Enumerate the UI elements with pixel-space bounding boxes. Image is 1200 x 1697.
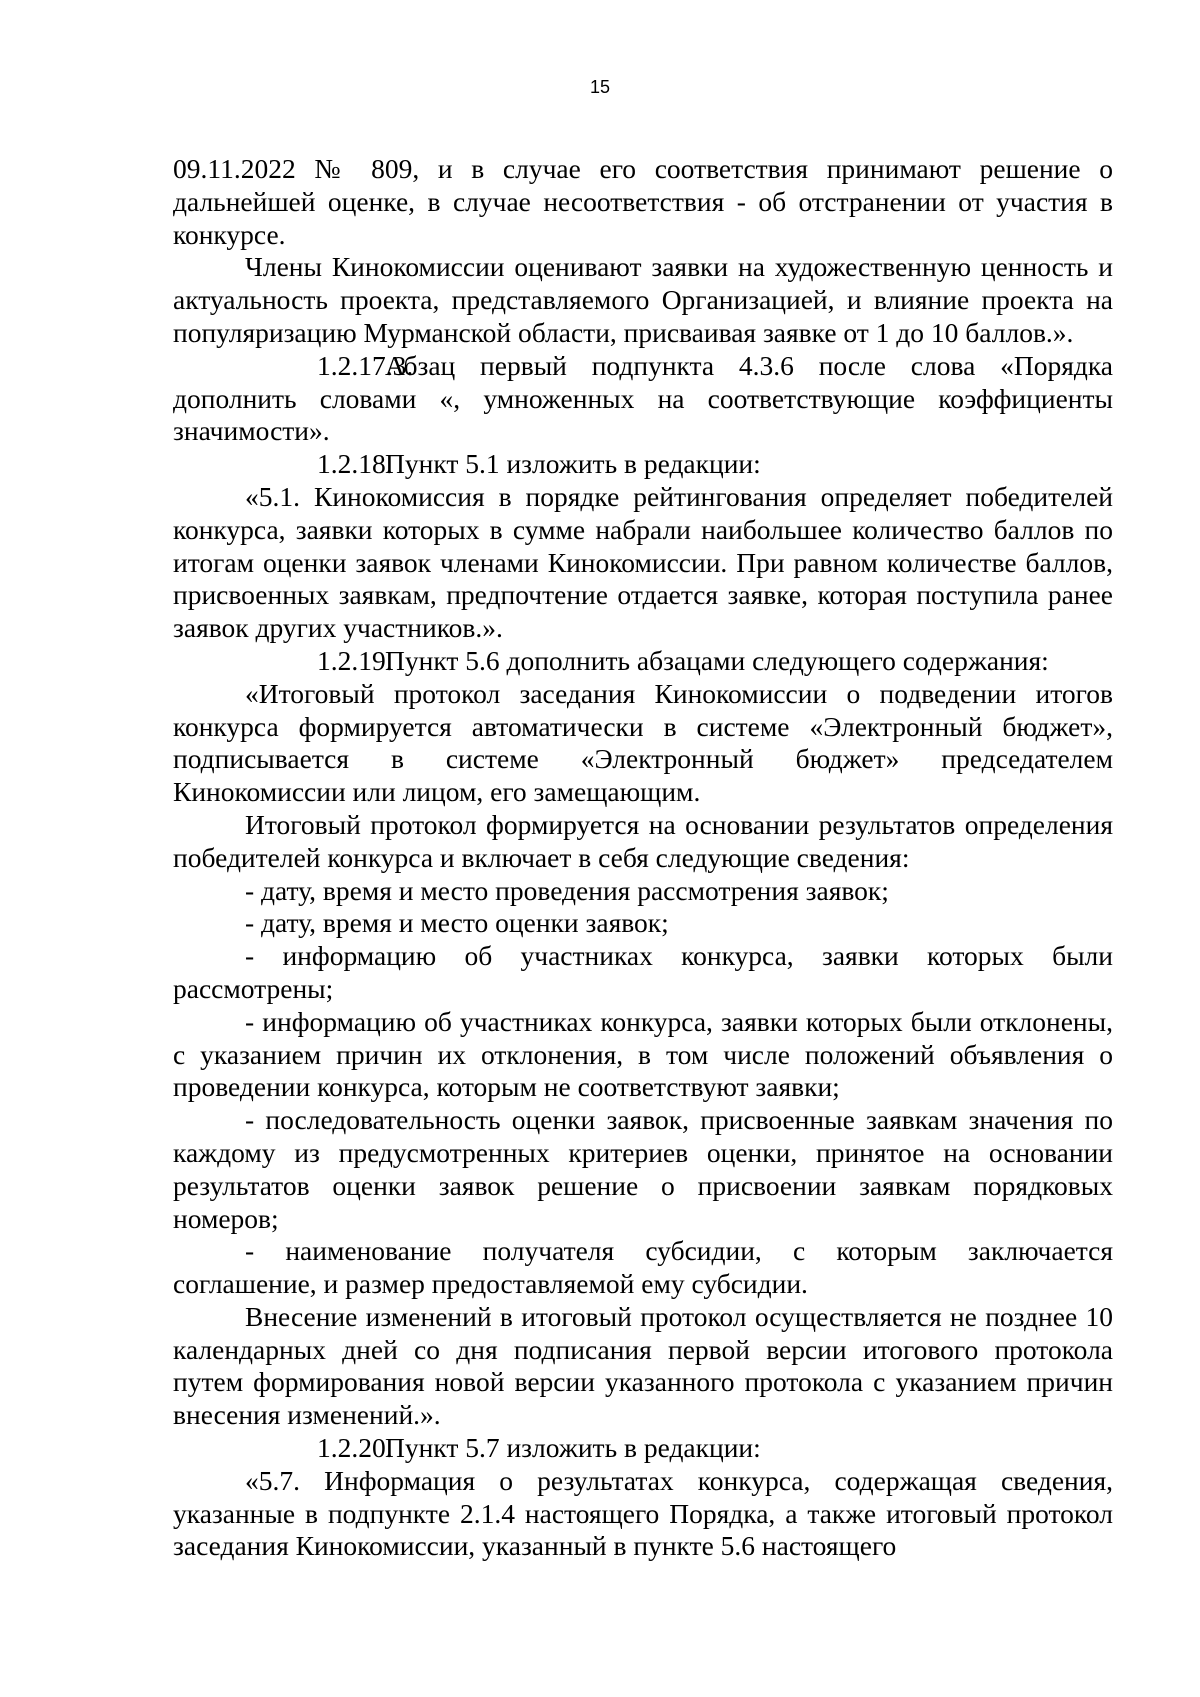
paragraph: Члены Кинокомиссии оценивают заявки на художественную ценность и актуальность проекта, представляемого Организацией, и влияние проекта на популяризацию Мурманской области, присваивая заявке от 1 до 10 баллов.». — [173, 251, 1113, 348]
numbered-paragraph — [173, 1432, 1113, 1465]
list-item: - информацию об участниках конкурса, заявки которых были отклонены, с указанием причин их отклонения, в том числе положений объявления о проведении конкурса, которым не соответствуют заявки; — [173, 1005, 1113, 1103]
list-item: - информацию об участниках конкурса, заявки которых были рассмотрены; — [173, 940, 1113, 1004]
paragraph-text: Пункт 5.7 изложить в редакции: — [385, 1432, 761, 1464]
list-item: - последовательность оценки заявок, присвоенные заявкам значения по каждому из предусмотренных критериев оценки, принятое на основании результатов оценки заявок решение о присвоении заявкам порядковых номеров; — [173, 1104, 1113, 1234]
paragraph: «5.1. Кинокомиссия в порядке рейтингования определяет победителей конкурса, заявки которых в сумме набрали наибольшее количество баллов по итогам оценки заявок членами Кинокомиссии. При равном количестве баллов, присвоенных заявкам, предпочтение отдается заявке, которая поступила ранее заявок других участников.». — [173, 480, 1113, 644]
paragraph-text: Пункт 5.1 изложить в редакции: — [385, 448, 761, 480]
document-body — [173, 153, 1113, 1563]
paragraph: Внесение изменений в итоговый протокол осуществляется не позднее 10 календарных дней со дня подписания первой версии итогового протокола путем формирования новой версии указанного протокола с указанием причин внесения изменений.». — [173, 1300, 1113, 1431]
clause-number: 1.2.20. — [317, 1432, 393, 1464]
clause-number: 1.2.18. — [317, 448, 393, 480]
paragraph-text: Абзац первый подпункта 4.3.6 после слова «Порядка дополнить словами «, умноженных на соответствующие коэффициенты значимости». — [173, 349, 1113, 447]
paragraph: «Итоговый протокол заседания Кинокомиссии о подведении итогов конкурса формируется автоматически в системе «Электронный бюджет», подписывается в системе «Электронный бюджет» председателем Кинокомиссии или лицом, его замещающим. — [173, 677, 1113, 808]
clause-number: 1.2.19. — [317, 644, 393, 676]
list-item: - дату, время и место проведения рассмотрения заявок; — [245, 874, 889, 906]
paragraph: 09.11.2022 № 809, и в случае его соответствия принимают решение о дальнейшей оценке, в случае несоответствия - об отстранении от участия в конкурсе. — [173, 153, 1113, 250]
clause-number: 1.2.17.3. — [317, 349, 414, 381]
numbered-paragraph — [173, 645, 1113, 678]
paragraph: «5.7. Информация о результатах конкурса, содержащая сведения, указанные в подпункте 2.1.4 настоящего Порядка, а также итоговый протокол заседания Кинокомиссии, указанный в пункте 5.6 настоящего — [173, 1464, 1113, 1562]
page-number: 15 — [589, 77, 611, 97]
numbered-paragraph — [173, 448, 1113, 481]
numbered-paragraph — [173, 350, 1113, 448]
paragraph-text: Пункт 5.6 дополнить абзацами следующего содержания: — [385, 644, 1049, 676]
list-item: - наименование получателя субсидии, с которым заключается соглашение, и размер предоставляемой ему субсидии. — [173, 1235, 1113, 1300]
list-item: - дату, время и место оценки заявок; — [245, 907, 669, 939]
paragraph: Итоговый протокол формируется на основании результатов определения победителей конкурса и включает в себя следующие сведения: — [173, 808, 1113, 873]
